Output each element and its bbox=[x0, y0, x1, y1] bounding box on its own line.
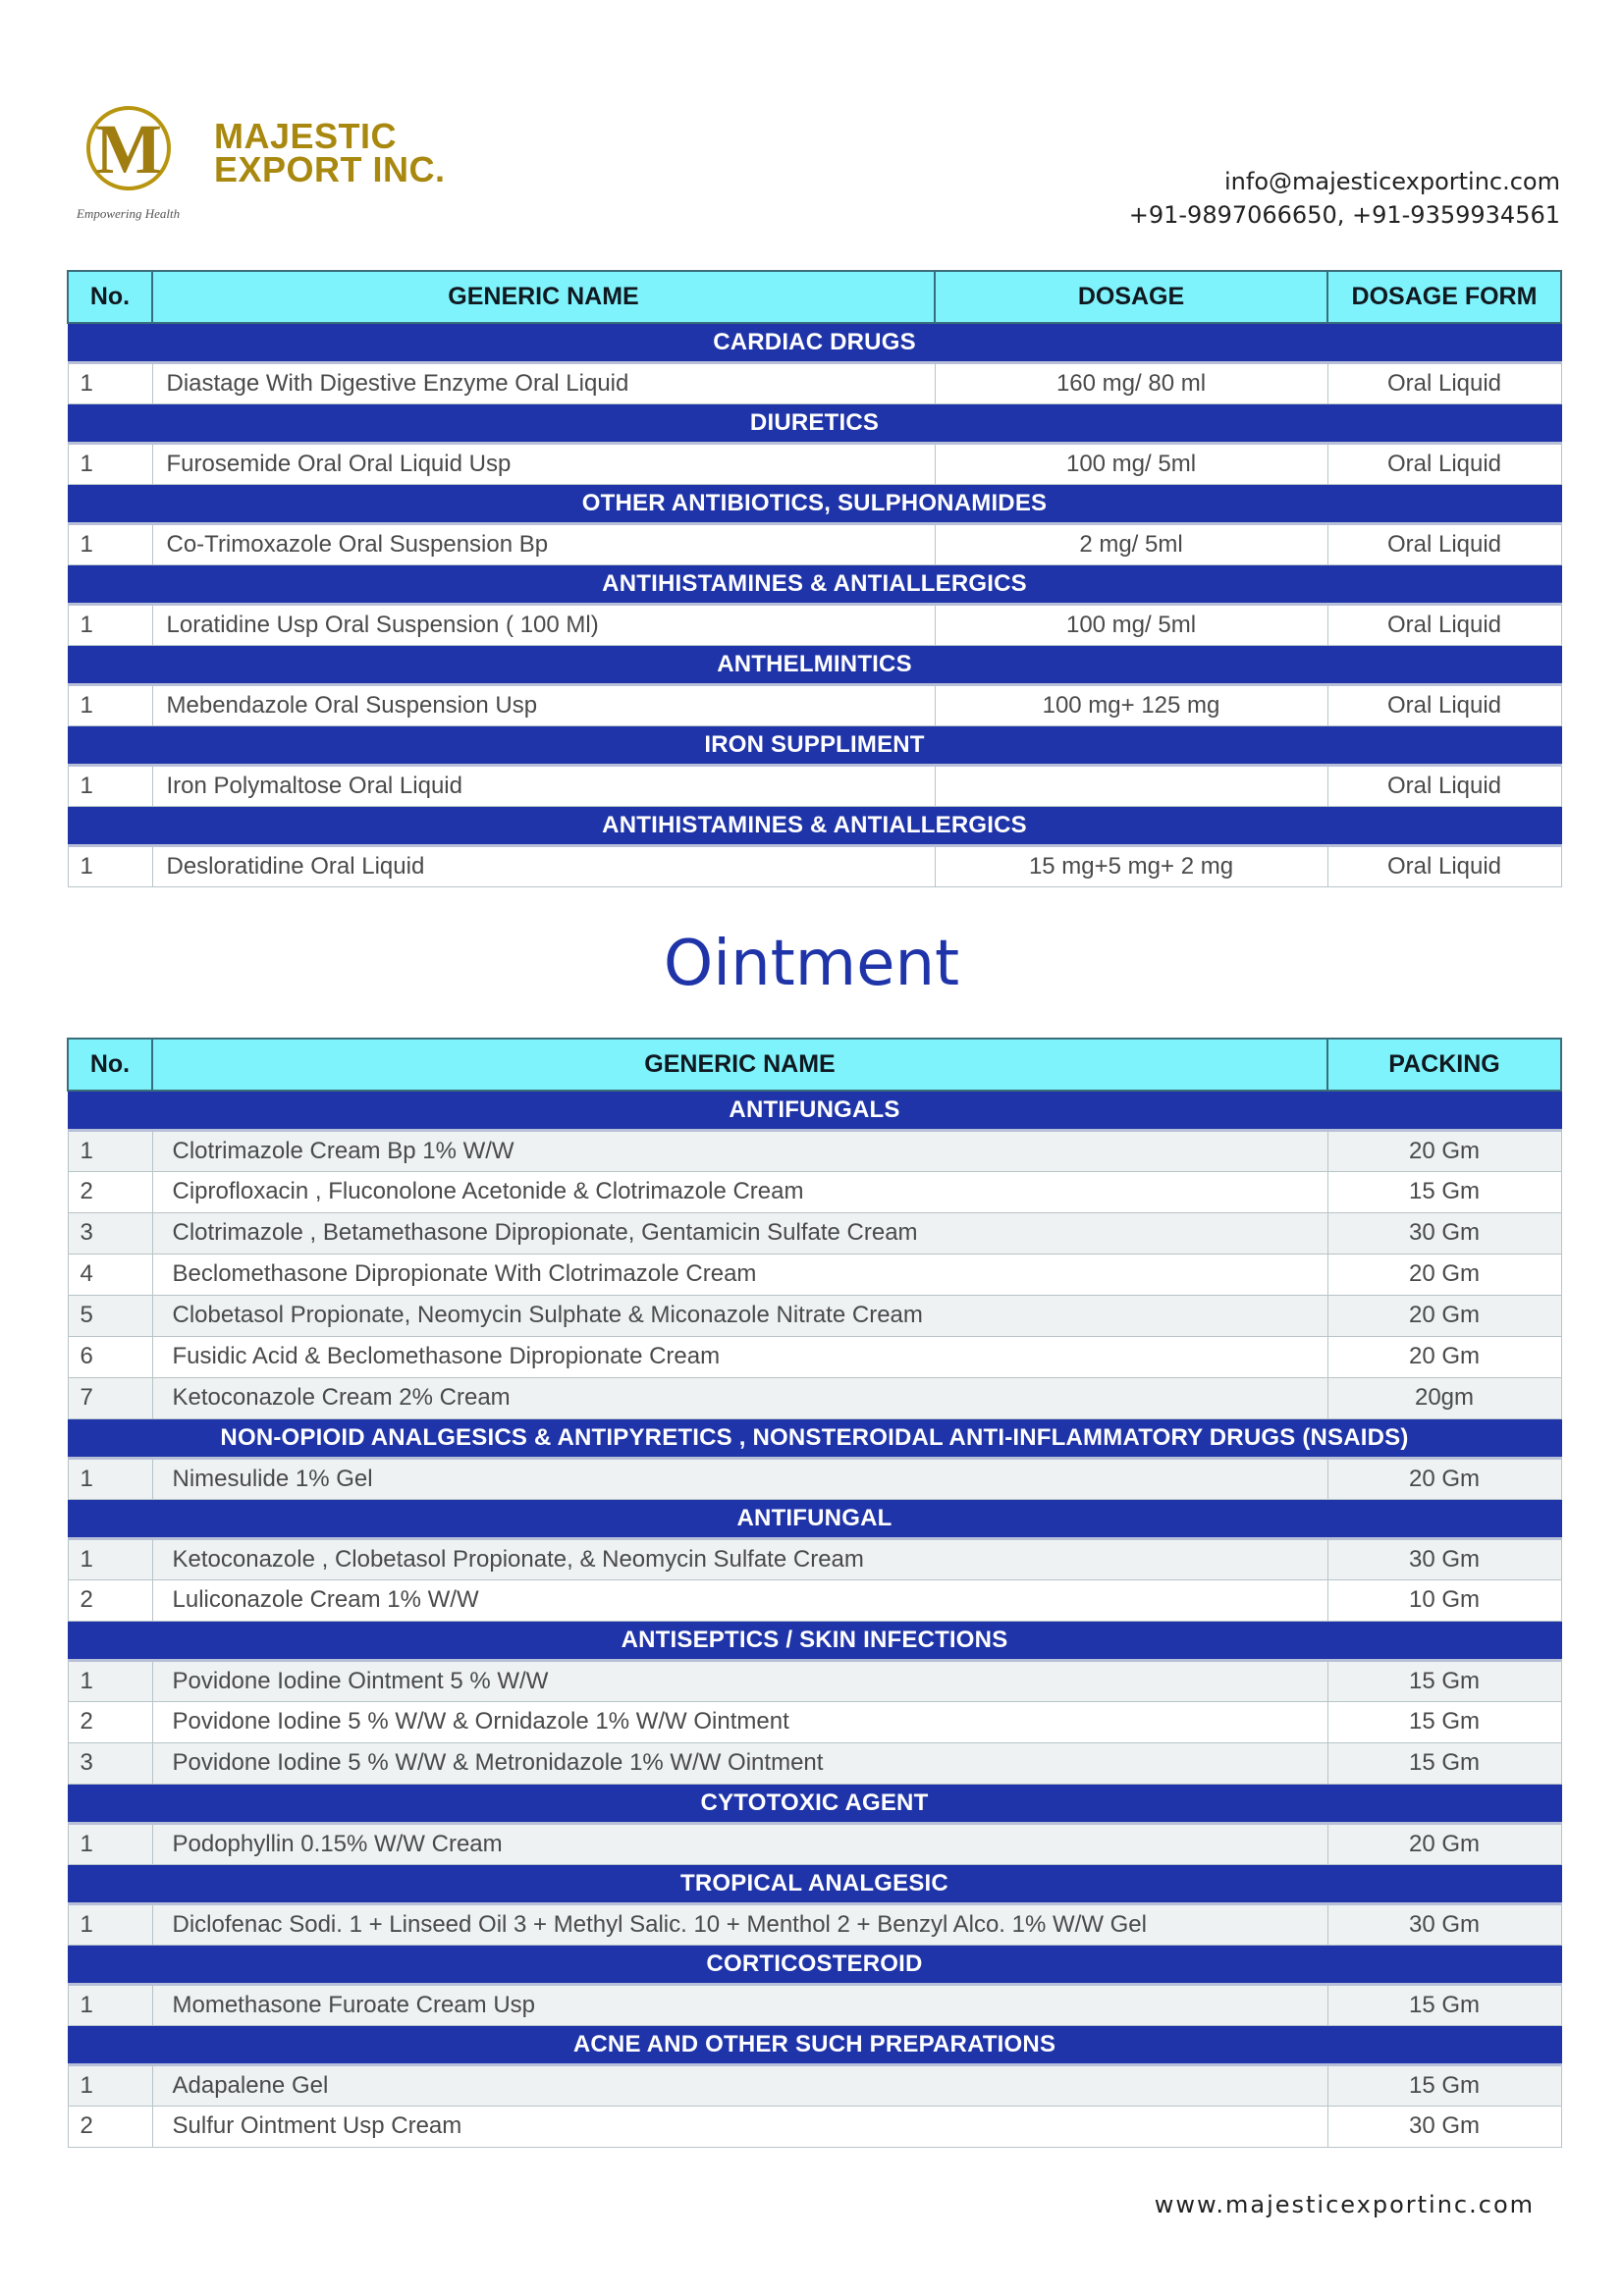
company-name-line2: EXPORT INC. bbox=[214, 149, 446, 189]
row-number: 2 bbox=[68, 1701, 152, 1742]
generic-name: Ketoconazole , Clobetasol Propionate, & Neomycin Sulfate Cream bbox=[152, 1538, 1327, 1579]
dosage: 160 mg/ 80 ml bbox=[935, 362, 1327, 403]
section-title: CARDIAC DRUGS bbox=[68, 323, 1561, 362]
table-header-row bbox=[68, 271, 1561, 323]
section-title: IRON SUPPLIMENT bbox=[68, 725, 1561, 765]
packing: 15 Gm bbox=[1327, 1660, 1561, 1701]
company-name-line1: MAJESTIC bbox=[214, 116, 398, 156]
generic-name: Sulfur Ointment Usp Cream bbox=[152, 2106, 1327, 2147]
row-number: 1 bbox=[68, 1903, 152, 1945]
table-row bbox=[68, 1130, 1561, 1171]
section-row bbox=[68, 484, 1561, 523]
dosage-form: Oral Liquid bbox=[1327, 362, 1561, 403]
generic-name: Ketoconazole Cream 2% Cream bbox=[152, 1377, 1327, 1418]
dosage: 100 mg/ 5ml bbox=[935, 604, 1327, 645]
packing: 30 Gm bbox=[1327, 2106, 1561, 2147]
contact-info bbox=[1129, 165, 1560, 232]
row-number: 2 bbox=[68, 2106, 152, 2147]
row-number: 1 bbox=[68, 1823, 152, 1864]
table-row bbox=[68, 1377, 1561, 1418]
packing: 10 Gm bbox=[1327, 1579, 1561, 1621]
table-row bbox=[68, 1742, 1561, 1784]
generic-name: Co-Trimoxazole Oral Suspension Bp bbox=[152, 523, 935, 564]
table-row bbox=[68, 684, 1561, 725]
row-number: 5 bbox=[68, 1295, 152, 1336]
packing: 20 Gm bbox=[1327, 1458, 1561, 1499]
contact-phones[interactable]: +91-9897066650, +91-9359934561 bbox=[1128, 201, 1560, 229]
table-row bbox=[68, 765, 1561, 806]
section-row bbox=[68, 1864, 1561, 1903]
table-row bbox=[68, 523, 1561, 564]
dosage-form: Oral Liquid bbox=[1327, 765, 1561, 806]
table-row bbox=[68, 1295, 1561, 1336]
section-title: ANTISEPTICS / SKIN INFECTIONS bbox=[68, 1621, 1561, 1660]
packing: 30 Gm bbox=[1327, 1903, 1561, 1945]
generic-name: Iron Polymaltose Oral Liquid bbox=[152, 765, 935, 806]
table-row bbox=[68, 1458, 1561, 1499]
section-title: ANTHELMINTICS bbox=[68, 645, 1561, 684]
section-row bbox=[68, 1784, 1561, 1823]
table-row bbox=[68, 1212, 1561, 1254]
section-row bbox=[68, 645, 1561, 684]
section-row bbox=[68, 403, 1561, 443]
contact-email[interactable]: info@majesticexportinc.com bbox=[1223, 168, 1560, 195]
table-row bbox=[68, 1660, 1561, 1701]
logo-emblem bbox=[86, 106, 171, 190]
row-number: 1 bbox=[68, 1984, 152, 2025]
table-row bbox=[68, 1336, 1561, 1377]
packing: 20 Gm bbox=[1327, 1295, 1561, 1336]
packing: 20gm bbox=[1327, 1377, 1561, 1418]
oral-liquids-table bbox=[67, 270, 1562, 887]
generic-name: Diastage With Digestive Enzyme Oral Liquid bbox=[152, 362, 935, 403]
dosage-form: Oral Liquid bbox=[1327, 523, 1561, 564]
section-title: OTHER ANTIBIOTICS, SULPHONAMIDES bbox=[68, 484, 1561, 523]
packing: 30 Gm bbox=[1327, 1212, 1561, 1254]
ointment-table bbox=[67, 1038, 1562, 2148]
row-number: 1 bbox=[68, 604, 152, 645]
section-row bbox=[68, 1418, 1561, 1458]
dosage-form: Oral Liquid bbox=[1327, 845, 1561, 886]
row-number: 6 bbox=[68, 1336, 152, 1377]
packing: 30 Gm bbox=[1327, 1538, 1561, 1579]
header-generic-name: GENERIC NAME bbox=[152, 271, 935, 323]
row-number: 2 bbox=[68, 1171, 152, 1212]
section-title: CORTICOSTEROID bbox=[68, 1945, 1561, 1984]
section-row bbox=[68, 1499, 1561, 1538]
generic-name: Clotrimazole Cream Bp 1% W/W bbox=[152, 1130, 1327, 1171]
generic-name: Beclomethasone Dipropionate With Clotrimazole Cream bbox=[152, 1254, 1327, 1295]
generic-name: Desloratidine Oral Liquid bbox=[152, 845, 935, 886]
header-no: No. bbox=[68, 271, 152, 323]
packing: 15 Gm bbox=[1327, 2064, 1561, 2106]
dosage-form: Oral Liquid bbox=[1327, 443, 1561, 484]
generic-name: Mebendazole Oral Suspension Usp bbox=[152, 684, 935, 725]
generic-name: Diclofenac Sodi. 1 + Linseed Oil 3 + Methyl Salic. 10 + Menthol 2 + Benzyl Alco. 1% W/W Gel bbox=[152, 1903, 1327, 1945]
header-dosage-form: DOSAGE FORM bbox=[1327, 271, 1561, 323]
generic-name: Loratidine Usp Oral Suspension ( 100 Ml) bbox=[152, 604, 935, 645]
packing: 20 Gm bbox=[1327, 1254, 1561, 1295]
header-packing: PACKING bbox=[1327, 1039, 1561, 1091]
generic-name: Povidone Iodine 5 % W/W & Ornidazole 1% W/W Ointment bbox=[152, 1701, 1327, 1742]
section-title: CYTOTOXIC AGENT bbox=[68, 1784, 1561, 1823]
table-row bbox=[68, 1538, 1561, 1579]
generic-name: Podophyllin 0.15% W/W Cream bbox=[152, 1823, 1327, 1864]
row-number: 2 bbox=[68, 1579, 152, 1621]
table-row bbox=[68, 1579, 1561, 1621]
generic-name: Ciprofloxacin , Fluconolone Acetonide & Clotrimazole Cream bbox=[152, 1171, 1327, 1212]
generic-name: Adapalene Gel bbox=[152, 2064, 1327, 2106]
company-logo bbox=[77, 98, 489, 226]
section-row bbox=[68, 1945, 1561, 1984]
table-row bbox=[68, 2064, 1561, 2106]
table-row bbox=[68, 1984, 1561, 2025]
section-row bbox=[68, 323, 1561, 362]
section-row bbox=[68, 1621, 1561, 1660]
row-number: 1 bbox=[68, 2064, 152, 2106]
section-row bbox=[68, 725, 1561, 765]
dosage-form: Oral Liquid bbox=[1327, 604, 1561, 645]
section-row bbox=[68, 564, 1561, 604]
row-number: 4 bbox=[68, 1254, 152, 1295]
row-number: 1 bbox=[68, 1458, 152, 1499]
table-row bbox=[68, 2106, 1561, 2147]
logo-letter: M bbox=[95, 110, 162, 188]
generic-name: Clobetasol Propionate, Neomycin Sulphate & Miconazole Nitrate Cream bbox=[152, 1295, 1327, 1336]
packing: 20 Gm bbox=[1327, 1336, 1561, 1377]
row-number: 1 bbox=[68, 523, 152, 564]
table-row bbox=[68, 443, 1561, 484]
table-row bbox=[68, 604, 1561, 645]
packing: 15 Gm bbox=[1327, 1742, 1561, 1784]
header-dosage: DOSAGE bbox=[935, 271, 1327, 323]
dosage: 100 mg+ 125 mg bbox=[935, 684, 1327, 725]
header-generic-name: GENERIC NAME bbox=[152, 1039, 1327, 1091]
table-row bbox=[68, 845, 1561, 886]
row-number: 1 bbox=[68, 443, 152, 484]
generic-name: Povidone Iodine Ointment 5 % W/W bbox=[152, 1660, 1327, 1701]
generic-name: Momethasone Furoate Cream Usp bbox=[152, 1984, 1327, 2025]
section-row bbox=[68, 2025, 1561, 2064]
generic-name: Nimesulide 1% Gel bbox=[152, 1458, 1327, 1499]
row-number: 1 bbox=[68, 362, 152, 403]
section-title: ANTIHISTAMINES & ANTIALLERGICS bbox=[68, 806, 1561, 845]
header-no: No. bbox=[68, 1039, 152, 1091]
section-title: ANTIFUNGALS bbox=[68, 1091, 1561, 1130]
dosage: 15 mg+5 mg+ 2 mg bbox=[935, 845, 1327, 886]
section-title: NON-OPIOID ANALGESICS & ANTIPYRETICS , NONSTEROIDAL ANTI-INFLAMMATORY DRUGS (NSAIDS) bbox=[68, 1418, 1561, 1458]
row-number: 3 bbox=[68, 1212, 152, 1254]
packing: 15 Gm bbox=[1327, 1171, 1561, 1212]
table-row bbox=[68, 1701, 1561, 1742]
row-number: 1 bbox=[68, 1538, 152, 1579]
section-title: ANTIHISTAMINES & ANTIALLERGICS bbox=[68, 564, 1561, 604]
generic-name: Luliconazole Cream 1% W/W bbox=[152, 1579, 1327, 1621]
section-title: DIURETICS bbox=[68, 403, 1561, 443]
table-row bbox=[68, 1171, 1561, 1212]
footer-website[interactable]: www.majesticexportinc.com bbox=[1154, 2191, 1535, 2218]
generic-name: Furosemide Oral Oral Liquid Usp bbox=[152, 443, 935, 484]
dosage: 2 mg/ 5ml bbox=[935, 523, 1327, 564]
generic-name: Fusidic Acid & Beclomethasone Dipropionate Cream bbox=[152, 1336, 1327, 1377]
dosage: 100 mg/ 5ml bbox=[935, 443, 1327, 484]
table-row bbox=[68, 1254, 1561, 1295]
dosage bbox=[935, 765, 1327, 806]
row-number: 1 bbox=[68, 765, 152, 806]
table-row bbox=[68, 1903, 1561, 1945]
section-row bbox=[68, 1091, 1561, 1130]
row-number: 1 bbox=[68, 845, 152, 886]
section-title: ACNE AND OTHER SUCH PREPARATIONS bbox=[68, 2025, 1561, 2064]
ointment-heading: Ointment bbox=[663, 928, 960, 1000]
row-number: 3 bbox=[68, 1742, 152, 1784]
packing: 15 Gm bbox=[1327, 1984, 1561, 2025]
packing: 20 Gm bbox=[1327, 1823, 1561, 1864]
row-number: 7 bbox=[68, 1377, 152, 1418]
dosage-form: Oral Liquid bbox=[1327, 684, 1561, 725]
row-number: 1 bbox=[68, 1660, 152, 1701]
packing: 20 Gm bbox=[1327, 1130, 1561, 1171]
company-name bbox=[214, 116, 446, 189]
section-title: ANTIFUNGAL bbox=[68, 1499, 1561, 1538]
table-row bbox=[68, 362, 1561, 403]
section-row bbox=[68, 806, 1561, 845]
section-title: TROPICAL ANALGESIC bbox=[68, 1864, 1561, 1903]
row-number: 1 bbox=[68, 684, 152, 725]
generic-name: Povidone Iodine 5 % W/W & Metronidazole 1% W/W Ointment bbox=[152, 1742, 1327, 1784]
packing: 15 Gm bbox=[1327, 1701, 1561, 1742]
generic-name: Clotrimazole , Betamethasone Dipropionate, Gentamicin Sulfate Cream bbox=[152, 1212, 1327, 1254]
company-tagline: Empowering Health bbox=[77, 206, 181, 221]
row-number: 1 bbox=[68, 1130, 152, 1171]
table-row bbox=[68, 1823, 1561, 1864]
table-header-row bbox=[68, 1039, 1561, 1091]
